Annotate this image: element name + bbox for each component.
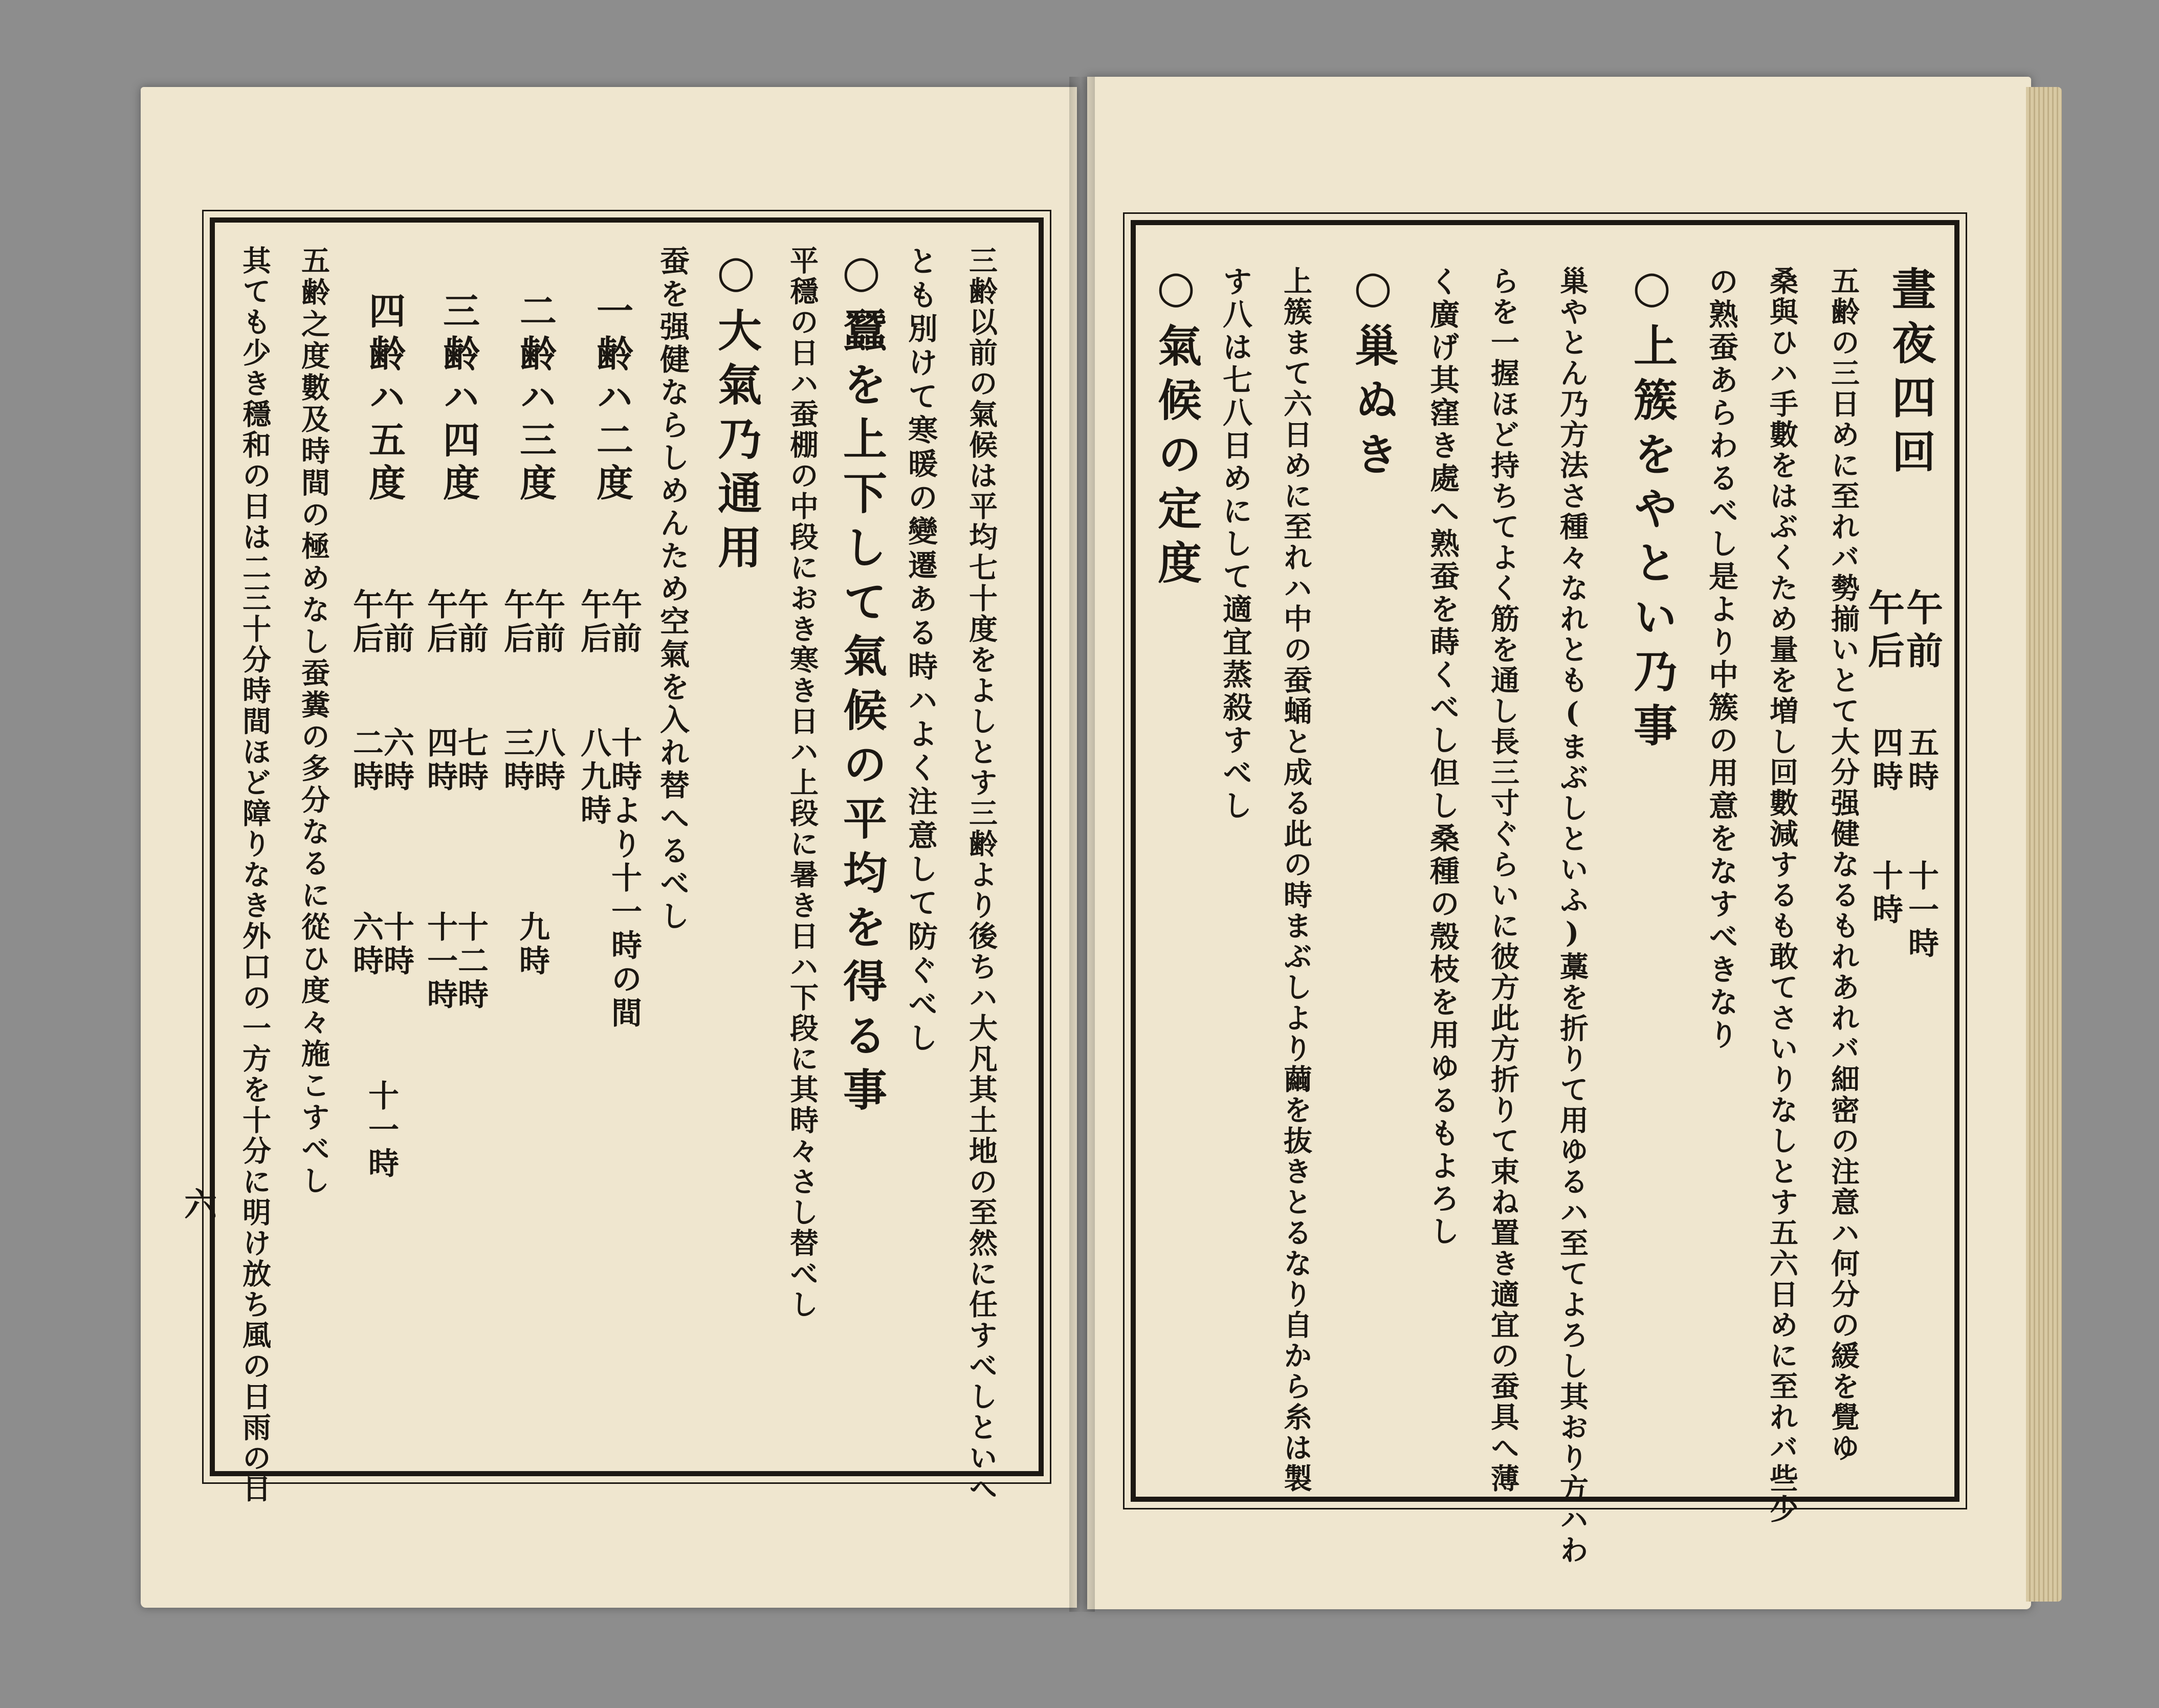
right-column-6: 十一時 — [1903, 860, 1939, 961]
left-column-7: 一齢ハ二度 — [590, 292, 634, 507]
right-column-3: 午后 — [1862, 588, 1905, 674]
left-column-18: 三齢ハ四度 — [437, 292, 480, 507]
left-column-26: 午前 — [379, 588, 414, 656]
left-column-8: 午前 — [606, 588, 642, 656]
right-column-10: の熟蚕あらわるべし是より中簇の用意をなすべきなり — [1704, 266, 1738, 1052]
left-column-2: とも別けて寒暖の變遷ある時ハよく注意して防ぐべし — [903, 246, 938, 1056]
right-column-18: ○氣候の定度 — [1150, 261, 1202, 594]
left-column-10: 十時より十一時の間 — [606, 727, 642, 1031]
right-column-16: 上簇まて六日めに至れハ中の蚕蛹と成る此の時まぶしより繭を抜きとるなり自から糸は製 — [1279, 266, 1313, 1494]
left-column-11: 八九時 — [576, 727, 611, 828]
right-column-15: ○巢ぬき — [1347, 261, 1399, 486]
left-column-23: 十二時 — [453, 911, 489, 1012]
left-column-33: 五齢之度數及時間の極めなし蚕糞の多分なるに從ひ度々施こすべし — [297, 246, 331, 1197]
left-column-32: 十一時 — [363, 1080, 399, 1181]
left-column-25: 四齢ハ五度 — [363, 292, 406, 507]
left-column-12: 二齢ハ三度 — [514, 292, 557, 507]
left-column-17: 九時 — [514, 911, 550, 978]
right-column-17: す八は七八日めにして適宜蒸殺すべし — [1218, 266, 1252, 823]
left-column-27: 午后 — [348, 588, 384, 656]
left-column-19: 午前 — [453, 588, 489, 656]
book-gutter — [1069, 77, 1095, 1612]
page-edges — [2026, 87, 2062, 1602]
right-column-5: 四時 — [1867, 727, 1903, 794]
left-column-21: 七時 — [453, 727, 489, 794]
left-column-6: 蚕を强健ならしめんため空氣を入れ替へるべし — [655, 246, 690, 933]
left-column-3: ○蠶を上下して氣候の平均を得る事 — [835, 246, 887, 1121]
left-column-5: ○大氣乃通用 — [710, 246, 762, 579]
left-column-4: 平穩の日ハ蚕棚の中段におき寒き日ハ上段に暑き日ハ下段に其時々さし替べし — [785, 246, 819, 1320]
page-number: 六 — [179, 1187, 217, 1220]
left-column-15: 八時 — [530, 727, 565, 794]
left-column-24: 十一時 — [422, 911, 458, 1012]
left-column-22: 四時 — [422, 727, 458, 794]
right-column-14: く廣げ其窪き處へ熟蚕を蒔くべし但し桑種の殼枝を用ゆるもよろし — [1425, 266, 1460, 1249]
right-column-1: 晝夜四回 — [1884, 266, 1936, 483]
right-column-9: 桑與ひハ手數をはぶくため量を増し回數減するも敢てさいりなしとす五六日めに至れバ些少 — [1765, 266, 1799, 1525]
left-column-1: 三齢以前の氣候は平均七十度をよしとす三齢より後ちハ大凡其土地の至然に任すべしといへ — [964, 246, 998, 1504]
left-column-16: 三時 — [499, 727, 535, 794]
right-column-13: らを一握ほど持ちてよく筋を通し長三寸ぐらいに彼方此方折りて束ね置き適宜の蚕具へ薄 — [1486, 266, 1520, 1494]
right-column-4: 五時 — [1903, 727, 1939, 794]
right-column-2: 午前 — [1900, 588, 1944, 674]
left-column-28: 六時 — [379, 727, 414, 794]
right-column-8: 五齢の三日めに至れバ勢揃いとて大分强健なるもれあれバ細密の注意ハ何分の緩を覺ゆ — [1826, 266, 1860, 1463]
left-column-20: 午后 — [422, 588, 458, 656]
left-column-31: 六時 — [348, 911, 384, 978]
right-column-12: 巢やとん乃方法さ種々なれとも(まぶしといふ)藁を折りて用ゆるハ至てよろし其おり方ハわ — [1555, 266, 1589, 1566]
left-column-29: 二時 — [348, 727, 384, 794]
left-column-34: 其ても少き穩和の日は二三十分時間ほど障りなき外口の一方を十分に明け放ち風の日雨の日 — [238, 246, 272, 1504]
left-column-14: 午后 — [499, 588, 535, 656]
right-column-7: 十時 — [1867, 860, 1903, 927]
left-column-9: 午后 — [576, 588, 611, 656]
left-column-13: 午前 — [530, 588, 565, 656]
left-column-30: 十時 — [379, 911, 414, 978]
right-column-11: ○上簇をやとい乃事 — [1626, 261, 1678, 757]
